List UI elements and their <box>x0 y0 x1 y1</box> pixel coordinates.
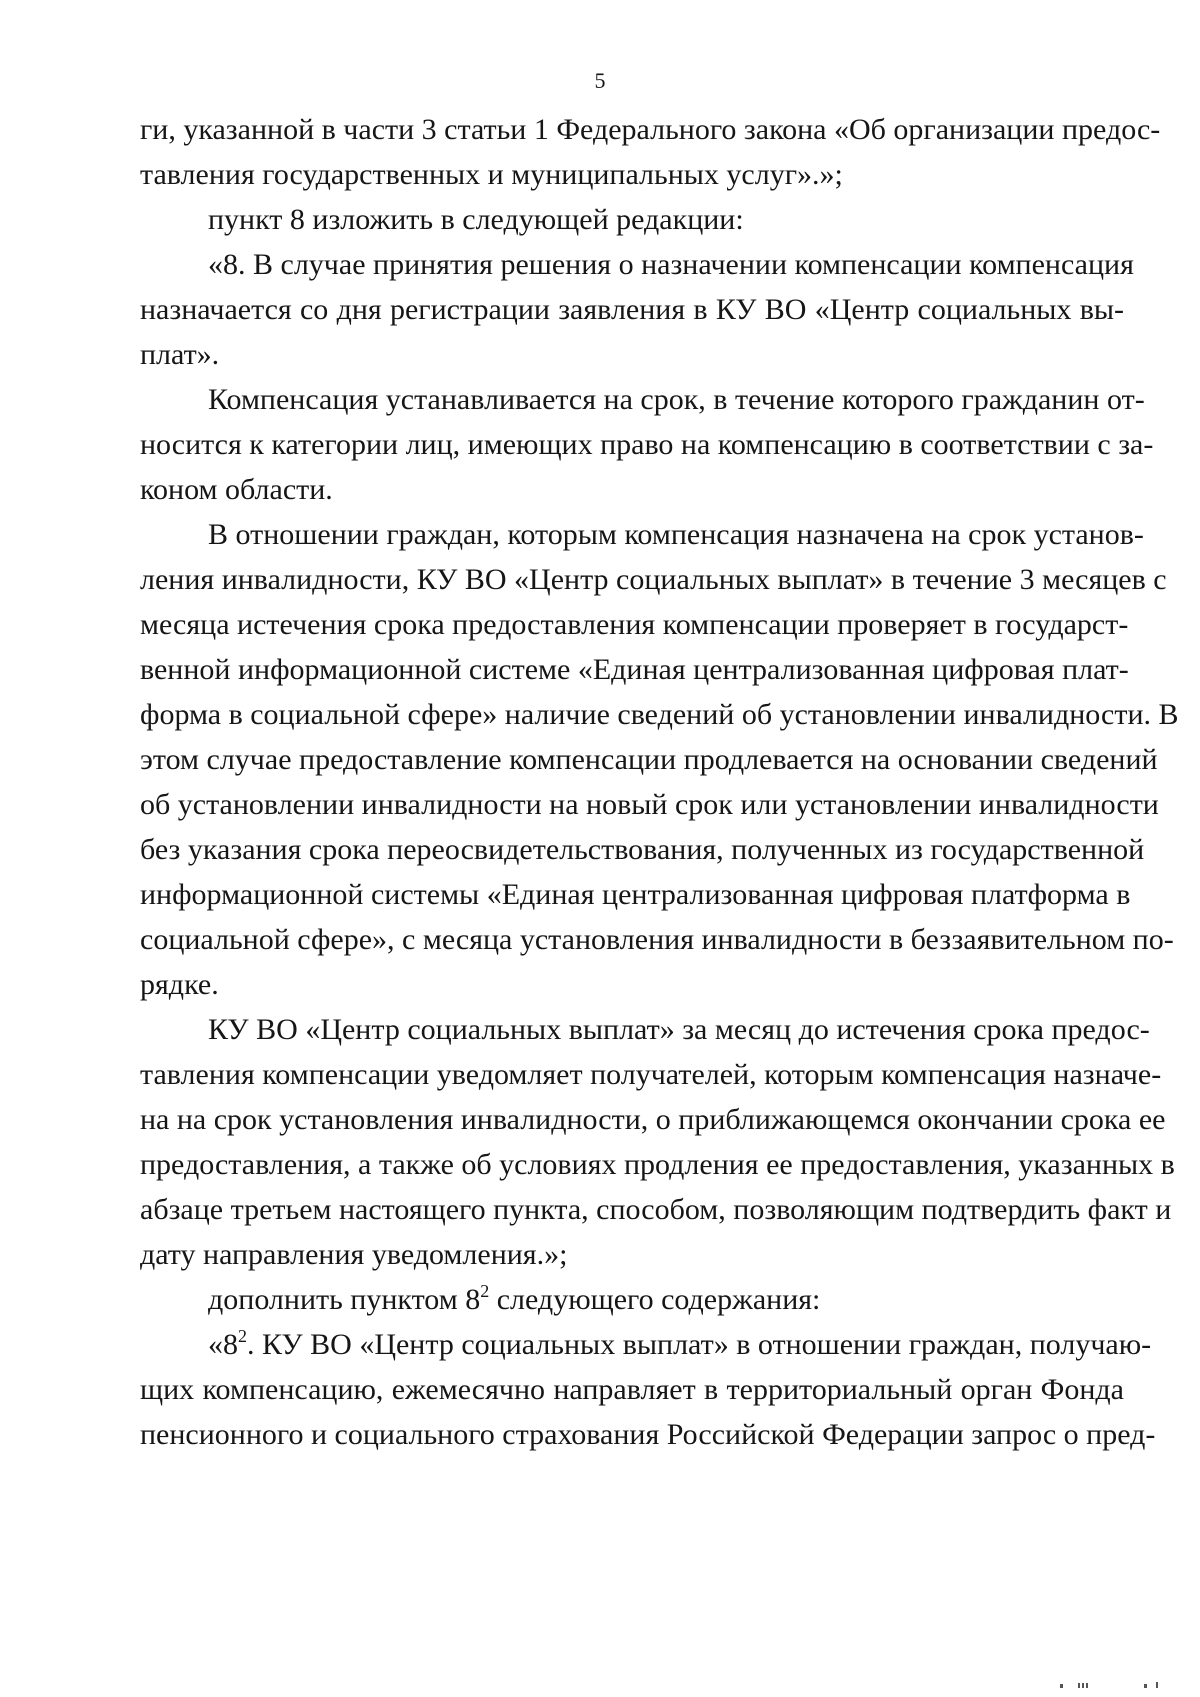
text-line <box>208 1326 1152 1363</box>
text-line: назначается со дня регистрации заявления в КУ ВО «Центр социальных вы- <box>140 293 1124 326</box>
page-number: 5 <box>594 68 606 93</box>
text-line: венной информационной системе «Единая централизованная цифровая плат- <box>140 653 1129 686</box>
text-fragment: следующего содержания: <box>489 1283 821 1316</box>
text-line: месяца истечения срока предоставления компенсации проверяет в государст- <box>140 608 1129 641</box>
text-line <box>208 1282 1124 1318</box>
text-line: коном области. <box>140 473 333 506</box>
text-line: предоставления, а также об условиях продления ее предоставления, указанных в <box>140 1148 1175 1181</box>
text-line: КУ ВО «Центр социальных выплат» за месяц до истечения срока предос- <box>208 1013 1150 1046</box>
text-line: В отношении граждан, которым компенсация назначена на срок установ- <box>208 518 1144 551</box>
text-line: ги, указанной в части 3 статьи 1 Федерального закона «Об организации предос- <box>140 113 1161 146</box>
superscript: 2 <box>238 1326 247 1346</box>
text-line: без указания срока переосвидетельствования, полученных из государственной <box>140 833 1145 866</box>
text-line: пенсионного и социального страхования Российской Федерации запрос о пред- <box>140 1418 1156 1451</box>
text-line: дату направления уведомления.»; <box>140 1238 568 1271</box>
text-line: об установлении инвалидности на новый срок или установлении инвалидности <box>140 788 1159 821</box>
scan-mark <box>1060 1682 1180 1688</box>
text-line: рядке. <box>140 968 219 1001</box>
text-line: форма в социальной сфере» наличие сведений об установлении инвалидности. В <box>140 698 1179 731</box>
text-line: тавления компенсации уведомляет получателей, которым компенсация назначе- <box>140 1058 1162 1091</box>
text-line: социальной сфере», с месяца установления инвалидности в беззаявительном по- <box>140 923 1174 956</box>
text-line: тавления государственных и муниципальных услуг».»; <box>140 158 843 191</box>
text-fragment: . КУ ВО «Центр социальных выплат» в отношении граждан, получаю- <box>247 1328 1152 1361</box>
text-line: этом случае предоставление компенсации продлевается на основании сведений <box>140 743 1158 776</box>
text-fragment: «8 <box>208 1328 238 1361</box>
text-line: щих компенсацию, ежемесячно направляет в территориальный орган Фонда <box>140 1373 1124 1406</box>
superscript: 2 <box>480 1281 490 1301</box>
text-line: носится к категории лиц, имеющих право на компенсацию в соответствии с за- <box>140 428 1154 461</box>
text-line: информационной системы «Единая централизованная цифровая платформа в <box>140 878 1131 911</box>
text-line: на на срок установления инвалидности, о приближающемся окончании срока ее <box>140 1103 1166 1136</box>
text-line: ления инвалидности, КУ ВО «Центр социальных выплат» в течение 3 месяцев с <box>140 563 1167 596</box>
text-line: Компенсация устанавливается на срок, в течение которого гражданин от- <box>208 383 1145 416</box>
text-line: плат». <box>140 338 220 371</box>
text-line: «8. В случае принятия решения о назначении компенсации компенсация <box>208 248 1134 281</box>
text-line: абзаце третьем настоящего пункта, способом, позволяющим подтвердить факт и <box>140 1193 1172 1226</box>
text-fragment: дополнить пунктом 8 <box>208 1283 481 1316</box>
text-line: пункт 8 изложить в следующей редакции: <box>208 203 744 236</box>
